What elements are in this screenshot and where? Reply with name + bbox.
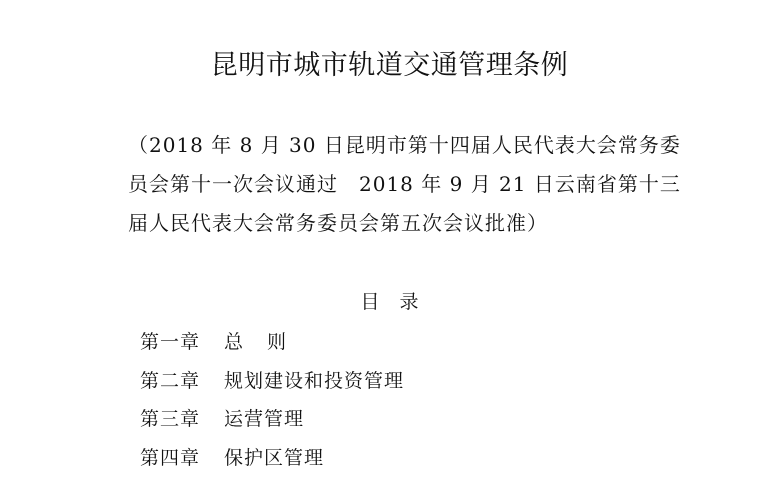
- document-title: 昆明市城市轨道交通管理条例: [0, 46, 779, 86]
- adoption-note-line: 届人民代表大会常务委员会第五次会议批准）: [128, 204, 688, 243]
- chapter-number: 第一章: [140, 326, 224, 358]
- toc-item-chapter-4: [140, 442, 404, 480]
- chapter-number: 第二章: [140, 365, 224, 397]
- chapter-number: 第三章: [140, 403, 224, 435]
- table-of-contents: [140, 326, 404, 480]
- toc-item-chapter-2: [140, 365, 404, 404]
- adoption-note-line: （2018 年 8 月 30 日昆明市第十四届人民代表大会常务委: [128, 126, 688, 165]
- chapter-number: 第四章: [140, 442, 224, 474]
- chapter-name: 保护区管理: [224, 442, 324, 474]
- toc-heading: 目录: [0, 288, 779, 316]
- chapter-name: 总则: [224, 326, 310, 358]
- adoption-note-line: 员会第十一次会议通过 2018 年 9 月 21 日云南省第十三: [128, 165, 688, 204]
- toc-item-chapter-1: [140, 326, 404, 365]
- chapter-name: 运营管理: [224, 403, 304, 435]
- toc-item-chapter-3: [140, 403, 404, 442]
- adoption-note: [128, 126, 688, 243]
- chapter-name: 规划建设和投资管理: [224, 365, 404, 397]
